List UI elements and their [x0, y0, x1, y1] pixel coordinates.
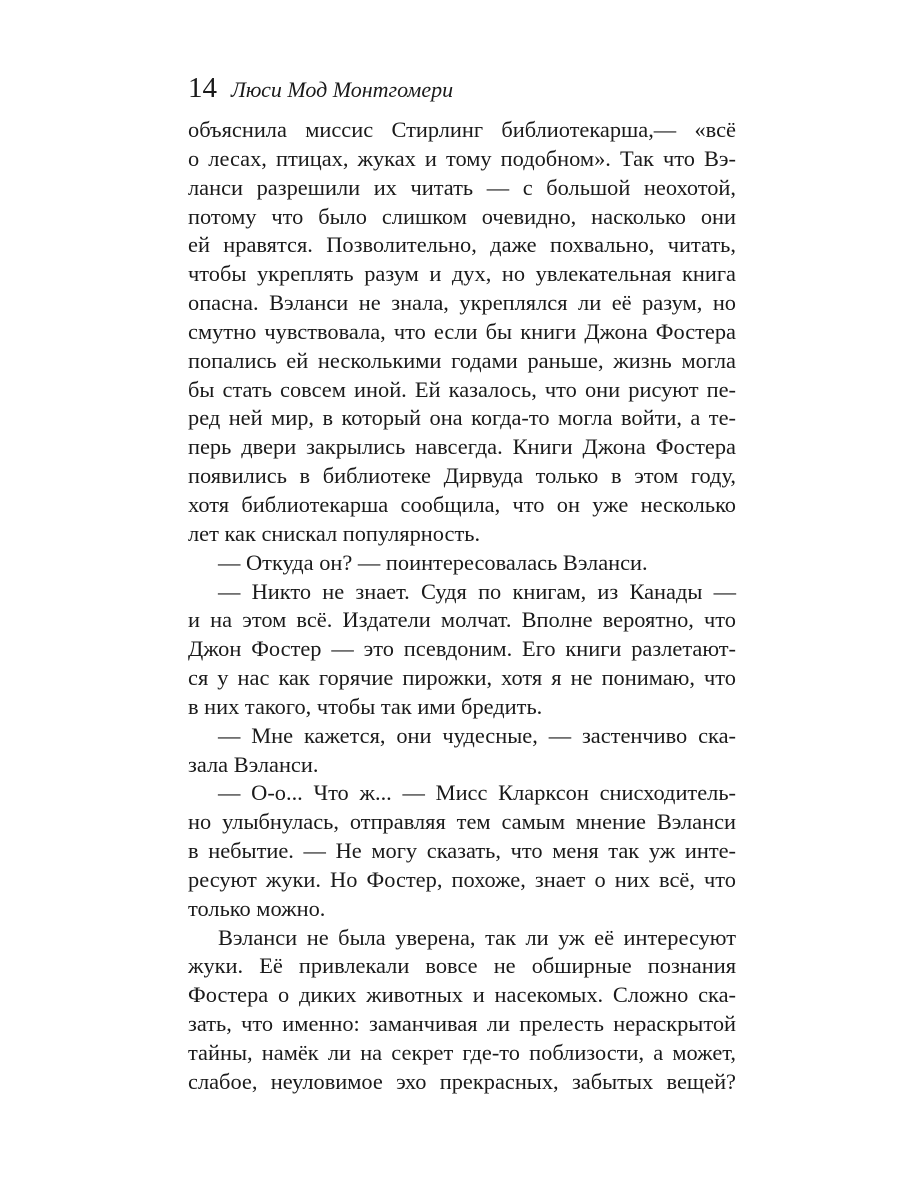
- text-line: — О-о... Что ж... — Мисс Кларксон снисходитель-: [218, 780, 736, 806]
- text-line: перь двери закрылись навсегда. Книги Джона Фостера: [188, 434, 736, 460]
- text-line: смутно чувствовала, что если бы книги Джона Фостера: [188, 318, 736, 344]
- text-line: ред ней мир, в который она когда-то могла войти, а те-: [188, 405, 736, 431]
- text-line: лет как снискал популярность.: [188, 520, 481, 546]
- text-line: — Никто не знает. Судя по книгам, из Канады —: [218, 578, 736, 604]
- text-line: Фостера о диких животных и насекомых. Сложно ска-: [188, 982, 736, 1008]
- text-line: бы стать совсем иной. Ей казалось, что они рисуют пе-: [188, 376, 736, 402]
- body-text: [188, 116, 736, 1097]
- page-number: 14: [188, 72, 217, 104]
- text-line: — Мне кажется, они чудесные, — застенчиво ска-: [218, 722, 736, 748]
- running-head-title: Люси Мод Монтгомери: [231, 77, 454, 102]
- text-line: в них такого, чтобы так ими бредить.: [188, 693, 543, 719]
- text-line: хотя библиотекарша сообщила, что он уже несколько: [188, 491, 736, 517]
- text-line: тайны, намёк ли на секрет где-то поблизости, а может,: [188, 1040, 736, 1065]
- text-line: попались ей несколькими годами раньше, жизнь могла: [188, 347, 736, 373]
- text-line: ланси разрешили их читать — с большой неохотой,: [188, 174, 736, 200]
- text-line: ресуют жуки. Но Фостер, похоже, знает о них всё, что: [188, 866, 736, 892]
- text-line: чтобы укреплять разум и дух, но увлекательная книга: [188, 261, 736, 287]
- text-line: объяснила миссис Стирлинг библиотекарша,— «всё: [188, 117, 736, 142]
- text-line: появились в библиотеке Дирвуда только в этом году,: [188, 463, 736, 489]
- text-line: жуки. Её привлекали вовсе не обширные познания: [188, 953, 736, 979]
- text-line: о лесах, птицах, жуках и тому подобном». Так что Вэ-: [188, 145, 736, 171]
- text-line: — Откуда он? — поинтересовалась Вэланси.: [218, 549, 648, 575]
- text-line: ей нравятся. Позволительно, даже похвально, читать,: [188, 232, 736, 258]
- running-head: [188, 72, 453, 112]
- text-line: Вэланси не была уверена, так ли уж её интересуют: [218, 924, 736, 950]
- text-line: и на этом всё. Издатели молчат. Вполне вероятно, что: [188, 607, 736, 633]
- text-line: но улыбнулась, отправляя тем самым мнение Вэланси: [188, 809, 736, 835]
- text-line: потому что было слишком очевидно, насколько они: [188, 203, 736, 229]
- text-line: Джон Фостер — это псевдоним. Его книги разлетают-: [188, 636, 736, 662]
- text-line: ся у нас как горячие пирожки, хотя я не понимаю, что: [188, 665, 736, 691]
- text-line: зать, что именно: заманчивая ли прелесть нераскрытой: [188, 1011, 736, 1037]
- text-line: зала Вэланси.: [188, 751, 319, 777]
- text-line: опасна. Вэланси не знала, укреплялся ли её разум, но: [188, 290, 736, 316]
- text-line: только можно.: [188, 895, 326, 921]
- text-line: слабое, неуловимое эхо прекрасных, забытых вещей?: [188, 1068, 736, 1094]
- text-line: в небытие. — Не могу сказать, что меня так уж инте-: [188, 838, 736, 864]
